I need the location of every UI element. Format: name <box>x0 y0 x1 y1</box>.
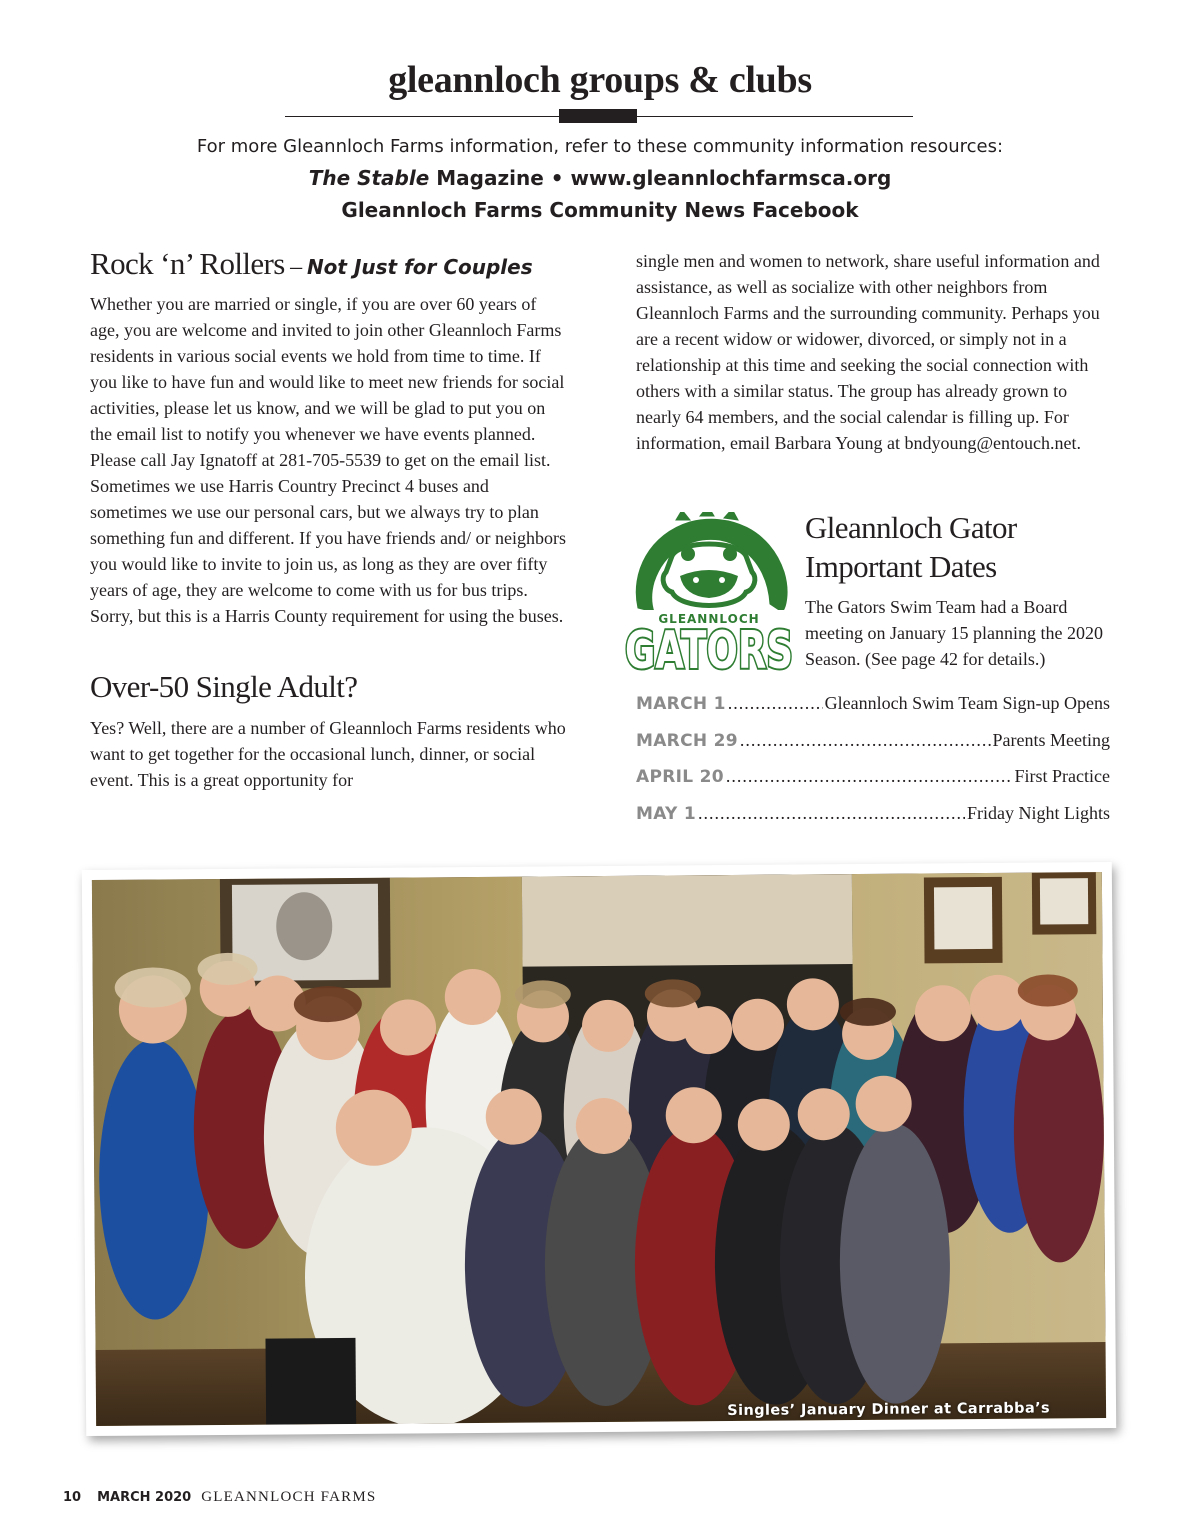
gator-dates-heading <box>805 508 1125 586</box>
resources-intro: For more Gleannloch Farms information, refer to these community information resources: <box>196 136 1004 157</box>
rock-n-rollers-heading <box>90 244 570 287</box>
date-label: APRIL 20 <box>636 767 724 787</box>
date-label: MARCH 1 <box>636 694 726 714</box>
date-row <box>636 688 1110 725</box>
page-title: gleannloch groups & clubs <box>388 59 812 101</box>
date-row <box>636 798 1110 835</box>
logo-text-top: GLEANNLOCH <box>658 612 760 626</box>
rock-n-rollers-body: Whether you are married or single, if you are over 60 years of age, you are welcome and invited to join other Gleannloch Farms residents in various social events we hold from time to time. If you like to have fun and would like to meet new friends for social activities, please let us know, and we will be glad to put you on the email list to notify you whenever we have events planned. Please call Jay Ignatoff at 281-705-5539 to get on the email list. Sometimes we use Harris Country Precinct 4 buses and sometimes we use our personal cars, but we always try to plan something fun and different. If you have friends and/ or neighbors you would like to invite to join us, as long as they are over fifty years of age, they are welcome to come with us for bus trips. Sorry, but this is a Harris County requirement for using the buses. <box>90 294 567 626</box>
resources-line-magazine <box>0 164 1200 192</box>
dot-leader <box>726 761 1013 791</box>
issue-date: MARCH 2020 <box>97 1490 192 1505</box>
page-footer <box>63 1487 376 1508</box>
logo-text-main: GATORS <box>625 621 793 674</box>
over-50-body-part1: Yes? Well, there are a number of Gleannloch Farms residents who want to get together for the occasional lunch, dinner, or social event. This is a great opportunity for <box>90 718 566 790</box>
over-50-body-part2: single men and women to network, share useful information and assistance, as well as socialize with other neighbors from Gleannloch Farms and the surrounding community. Perhaps you are a recent widow or widower, divorced, or simply not in a relationship at this time and seeking the social connection with others with a similar status. The group has already grown to nearly 64 members, and the social calendar is filling up. For information, email Barbara Young at bndyoung@entouch.net. <box>636 251 1100 453</box>
page-number: 10 <box>63 1490 82 1505</box>
important-dates-list <box>636 688 1110 834</box>
group-photo-frame <box>82 862 1116 1436</box>
dot-leader <box>740 725 991 755</box>
heading-dash: – <box>284 254 307 280</box>
gator-heading-line2: Important Dates <box>805 549 997 584</box>
gator-body: The Gators Swim Team had a Board meeting on January 15 planning the 2020 Season. (See page 42 for details.) <box>805 597 1103 669</box>
title-rule-accent <box>559 109 637 123</box>
resources-line-facebook: Gleannloch Farms Community News Facebook <box>341 198 859 222</box>
date-event: Friday Night Lights <box>967 802 1110 823</box>
rock-n-rollers-subtitle: Not Just for Couples <box>306 255 533 279</box>
gator-heading-line1: Gleannloch Gator <box>805 510 1017 545</box>
right-column <box>636 248 1116 456</box>
date-event: First Practice <box>1014 766 1110 786</box>
magazine-name: The Stable <box>308 166 430 190</box>
dot-leader <box>698 798 965 828</box>
date-row <box>636 725 1110 762</box>
date-event: Parents Meeting <box>992 729 1110 750</box>
publication-name: GLEANNLOCH FARMS <box>201 1489 377 1505</box>
rock-n-rollers-title: Rock ‘n’ Rollers <box>90 246 285 281</box>
dot-leader <box>728 688 823 718</box>
date-label: MAY 1 <box>636 803 697 824</box>
over-50-heading: Over-50 Single Adult? <box>90 669 358 704</box>
date-label: MARCH 29 <box>636 730 738 751</box>
magazine-website: Magazine • www.gleannlochfarmsca.org <box>429 166 892 190</box>
left-column <box>90 244 570 793</box>
group-photo <box>92 872 1106 1426</box>
photo-caption: Singles’ January Dinner at Carrabba’s <box>727 1400 1051 1420</box>
date-row <box>636 761 1110 798</box>
gators-logo <box>620 512 796 674</box>
date-event: Gleannloch Swim Team Sign-up Opens <box>824 693 1110 713</box>
